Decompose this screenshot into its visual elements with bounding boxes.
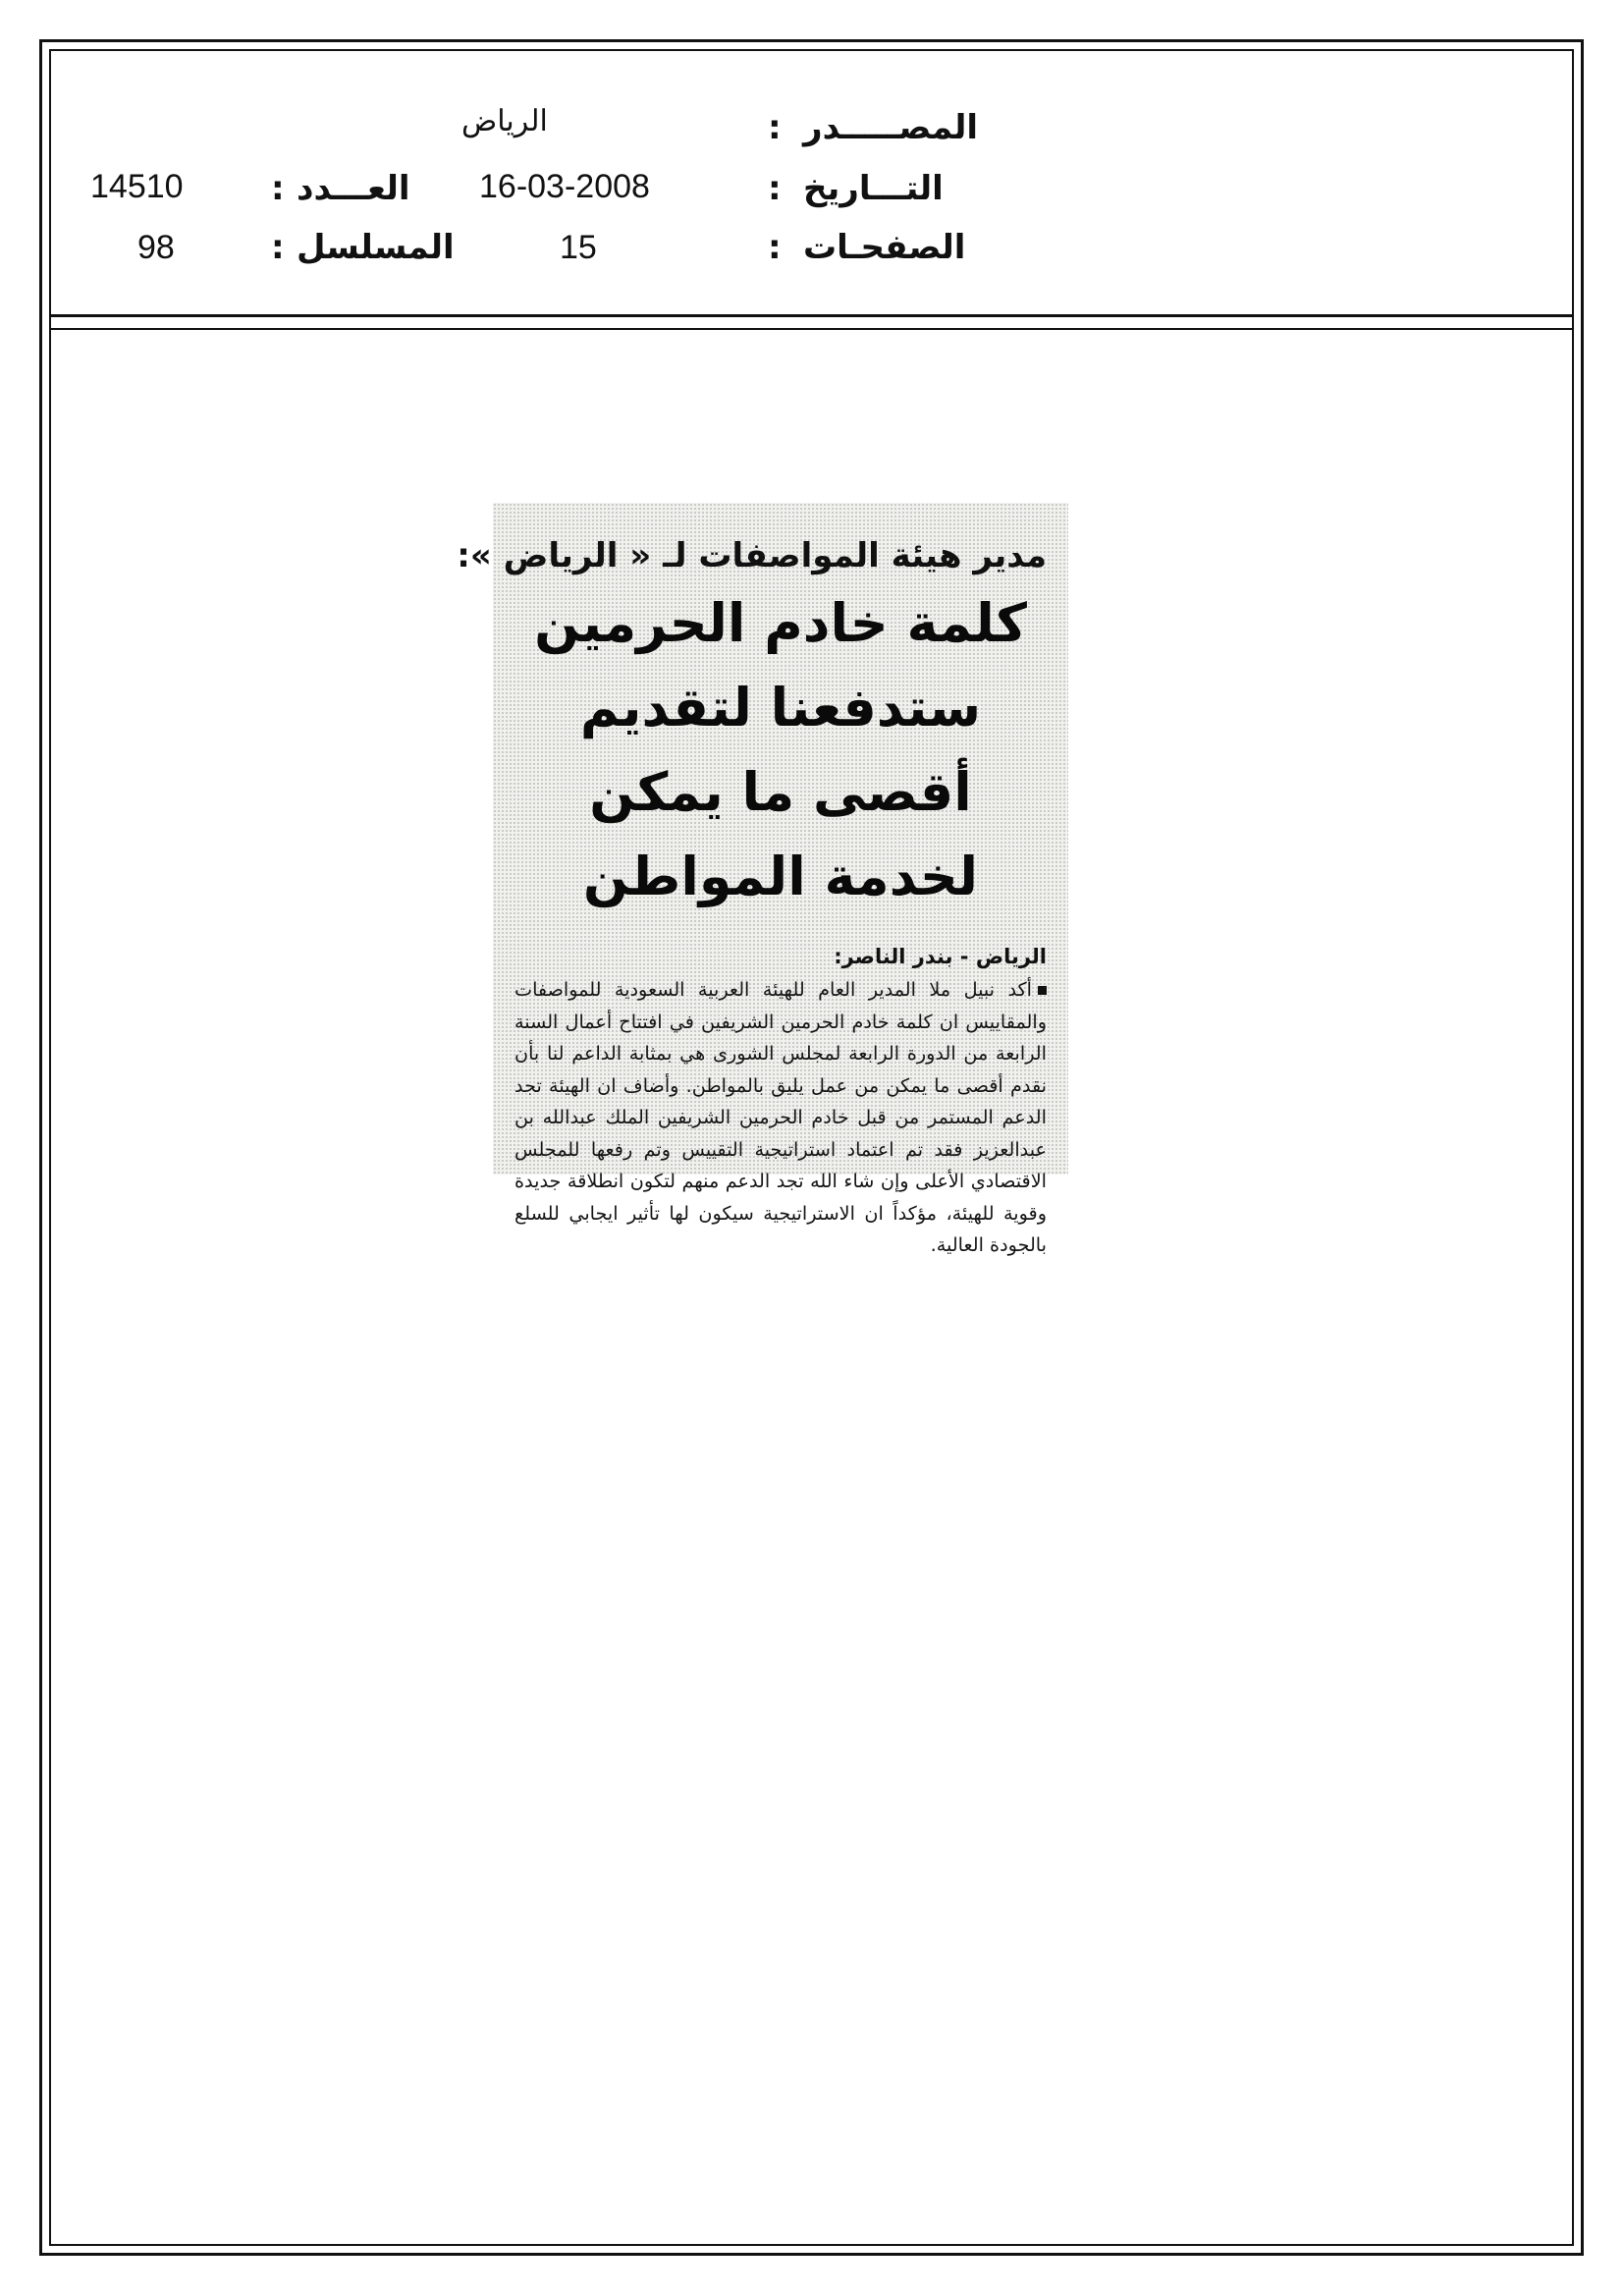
issue-label: العـــدد <box>297 169 410 208</box>
clipping-body <box>514 974 1047 1262</box>
pages-colon: : <box>768 228 782 267</box>
pages-value: 15 <box>560 229 597 266</box>
issue-colon: : <box>271 169 285 208</box>
source-colon: : <box>768 108 782 147</box>
clipping-kicker: مدير هيئة المواصفات لـ « الرياض »: <box>457 536 1047 575</box>
clipping-headline-line1: كلمة خادم الحرمين ستدفعنا لتقديم <box>534 592 1027 738</box>
issue-value: 14510 <box>90 168 184 205</box>
date-label: التـــاريخ <box>803 169 944 208</box>
source-value: الرياض <box>461 105 548 137</box>
serial-value: 98 <box>137 229 175 266</box>
bullet-marker <box>1038 986 1047 995</box>
clipping-headline-line2: أقصى ما يمكن لخدمة المواطن <box>582 761 979 907</box>
header-divider-secondary <box>49 328 1574 330</box>
newspaper-clipping <box>457 503 1068 1256</box>
clipping-body-text: أكد نبيل ملا المدير العام للهيئة العربية السعودية للمواصفات والمقاييس ان كلمة خادم الحرمين الشريفين في افتتاح أعمال السنة الرابعة من الدورة الرابعة لمجلس الشورى هي بمثابة الداعم لنا بأن نقدم أقصى ما يمكن من عمل يليق بالمواطن. وأضاف ان الهيئة تجد الدعم المستمر من قبل خادم الحرمين الشريفين الملك عبدالله بن عبدالعزيز فقد تم اعتماد استراتيجية التقييس وتم رفعها للمجلس الاقتصادي الأعلى وإن شاء الله تجد الدعم منهم لتكون انطلاقة جديدة وقوية للهيئة، مؤكداً ان الاستراتيجية سيكون لها تأثير ايجابي للسلع بالجودة العالية. <box>514 978 1047 1256</box>
serial-label: المسلسل <box>297 228 455 267</box>
header-divider <box>49 314 1574 317</box>
serial-colon: : <box>271 228 285 267</box>
pages-label: الصفحـات <box>803 228 966 267</box>
clipping-byline: الرياض - بندر الناصر: <box>834 945 1047 968</box>
source-label: المصـــــدر <box>803 108 979 147</box>
date-colon: : <box>768 169 782 208</box>
date-value: 16-03-2008 <box>479 168 650 205</box>
